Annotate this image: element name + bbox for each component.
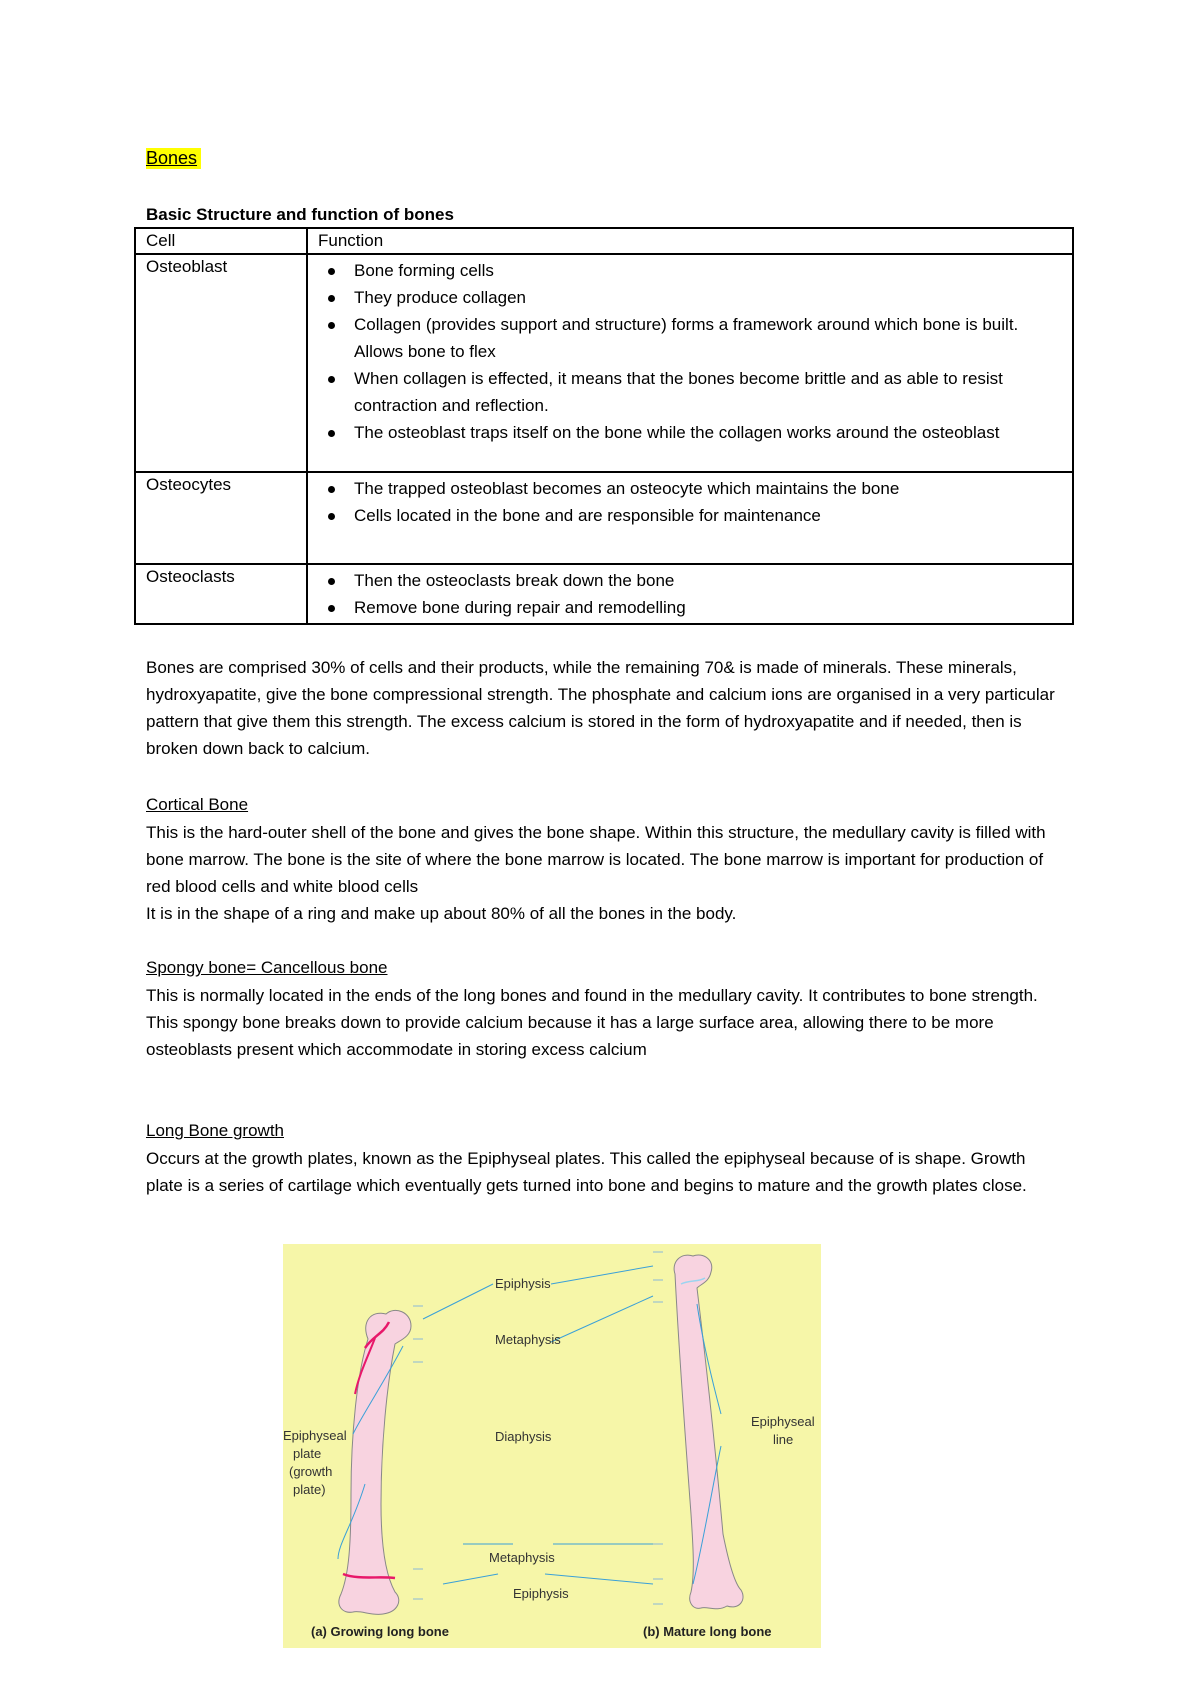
- caption-growing-bone: (a) Growing long bone: [311, 1624, 449, 1639]
- table-row: [135, 564, 1073, 624]
- caption-mature-bone: (b) Mature long bone: [643, 1624, 772, 1639]
- table-row: [135, 254, 1073, 472]
- table-header-function: Function: [307, 228, 1073, 254]
- label-epiphyseal-plate-1: Epiphyseal: [283, 1428, 347, 1443]
- list-item: Remove bone during repair and remodelling: [354, 594, 1062, 621]
- long-bone-growth-paragraph: Occurs at the growth plates, known as the Epiphyseal plates. This called the epiphyseal because of is shape. Growth plate is a series of cartilage which eventually gets turned into bone and begins to mature and the growth plates close.: [146, 1149, 1027, 1195]
- cortical-bone-paragraph-2: It is in the shape of a ring and make up about 80% of all the bones in the body.: [146, 904, 737, 923]
- cell-name: Osteocytes: [135, 472, 307, 564]
- list-item: Bone forming cells: [354, 257, 1062, 284]
- spongy-bone-heading: Spongy bone= Cancellous bone: [146, 958, 388, 977]
- function-cell: [307, 564, 1073, 624]
- label-epiphysis-top: Epiphysis: [495, 1276, 551, 1291]
- long-bone-diagram: [283, 1244, 821, 1648]
- table-header-row: [135, 228, 1073, 254]
- cortical-bone-paragraph: This is the hard-outer shell of the bone and gives the bone shape. Within this structure, the medullary cavity is filled with bone marrow. The bone is the site of where the bone marrow is located. The bone marrow is important for production of red blood cells and white blood cells: [146, 823, 1046, 896]
- table-header-cell: Cell: [135, 228, 307, 254]
- list-item: Collagen (provides support and structure) forms a framework around which bone is built. Allows bone to flex: [354, 311, 1062, 365]
- label-epiphyseal-plate-2: plate: [293, 1446, 322, 1461]
- function-list: [318, 257, 1062, 446]
- label-metaphysis-top: Metaphysis: [495, 1332, 561, 1347]
- label-epiphyseal-plate-3: (growth: [289, 1464, 333, 1479]
- cell-name: Osteoclasts: [135, 564, 307, 624]
- mature-bone-shape: [674, 1255, 743, 1609]
- label-epiphyseal-line-2: line: [773, 1432, 794, 1447]
- label-epiphysis-bottom: Epiphysis: [513, 1586, 569, 1601]
- cell-name: Osteoblast: [135, 254, 307, 472]
- function-cell: [307, 254, 1073, 472]
- list-item: Cells located in the bone and are responsible for maintenance: [354, 502, 1062, 529]
- function-cell: [307, 472, 1073, 564]
- section-subtitle: Basic Structure and function of bones: [146, 205, 454, 224]
- label-epiphyseal-line-1: Epiphyseal: [751, 1414, 815, 1429]
- list-item: When collagen is effected, it means that the bones become brittle and as able to resist contraction and reflection.: [354, 365, 1062, 419]
- minerals-paragraph: Bones are comprised 30% of cells and their products, while the remaining 70& is made of minerals. These minerals, hydroxyapatite, give the bone compressional strength. The phosphate and calcium ions are organised in a very particular pattern that give them this strength. The excess calcium is stored in the form of hydroxyapatite and if needed, then is broken down back to calcium.: [146, 658, 1055, 758]
- scale-bars-right: [653, 1252, 663, 1604]
- table-row: [135, 472, 1073, 564]
- list-item: Then the osteoclasts break down the bone: [354, 567, 1062, 594]
- bone-cells-table: [134, 227, 1074, 625]
- list-item: The trapped osteoblast becomes an osteocyte which maintains the bone: [354, 475, 1062, 502]
- growing-bone-shape: [339, 1310, 411, 1614]
- function-list: [318, 567, 1062, 621]
- scale-bars-left: [413, 1306, 423, 1599]
- function-list: [318, 475, 1062, 529]
- spongy-bone-paragraph: This is normally located in the ends of the long bones and found in the medullary cavity. It contributes to bone strength. This spongy bone breaks down to provide calcium because it has a large surface area, allowing there to be more osteoblasts present which accommodate in storing excess calcium: [146, 986, 1038, 1059]
- list-item: The osteoblast traps itself on the bone while the collagen works around the osteoblast: [354, 419, 1062, 446]
- page-title: Bones: [146, 148, 201, 169]
- long-bone-growth-heading: Long Bone growth: [146, 1121, 284, 1140]
- label-metaphysis-bottom: Metaphysis: [489, 1550, 555, 1565]
- label-epiphyseal-plate-4: plate): [293, 1482, 326, 1497]
- long-bone-figure: [283, 1244, 821, 1648]
- label-diaphysis: Diaphysis: [495, 1429, 552, 1444]
- list-item: They produce collagen: [354, 284, 1062, 311]
- cortical-bone-heading: Cortical Bone: [146, 795, 249, 814]
